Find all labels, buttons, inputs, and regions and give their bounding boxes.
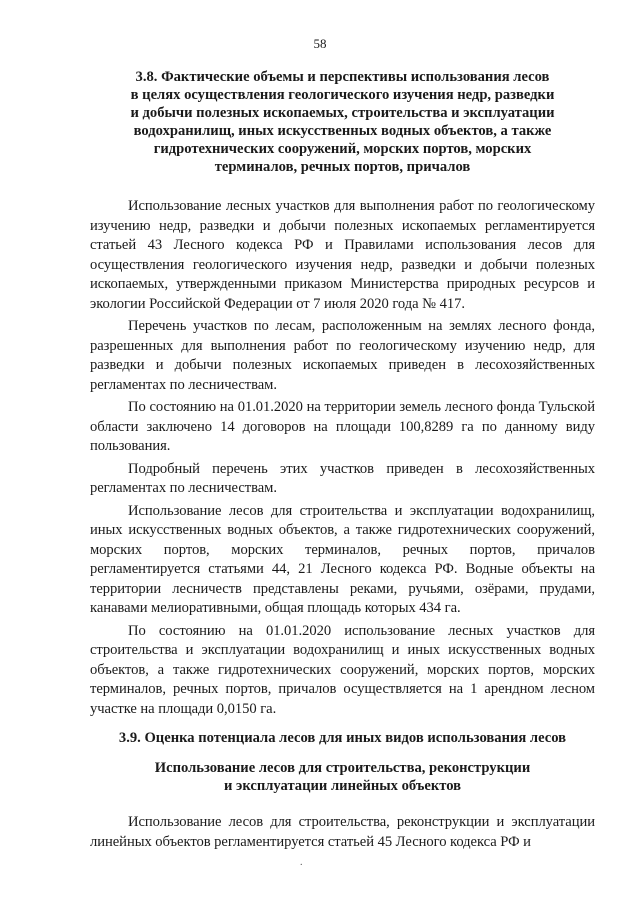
subheading-line: Использование лесов для строительства, реконструкции bbox=[154, 760, 531, 776]
paragraph-plots-list: Перечень участков по лесам, расположенным на землях лесного фонда, разрешенных для выполнения работ по геологическому изучению недр, для разведки и добычи полезных ископаемых приведен в лесохозяйственных регламентах по лесничествам. bbox=[90, 318, 595, 393]
paragraph-details: Подробный перечень этих участков приведен в лесохозяйственных регламентах по лесничествам. bbox=[90, 460, 595, 496]
paragraph-geology: Использование лесных участков для выполнения работ по геологическому изучению недр, разведки и добычи полезных ископаемых регламентируется статьей 43 Лесного кодекса РФ и Правилами использования лесов для осуществления геологического изучения недр, разведки и добычи полезных ископаемых, утвержденными приказом Министерства природных ресурсов и экологии Российской Федерации от 7 июля 2020 года № 417. bbox=[90, 198, 595, 312]
page-number: 58 bbox=[313, 36, 327, 51]
heading-line: терминалов, речных портов, причалов bbox=[214, 159, 471, 175]
footer-mark: . bbox=[300, 857, 303, 868]
paragraph-lease: По состоянию на 01.01.2020 использование лесных участков для строительства и эксплуатации водохранилищ и иных искусственных водных объектов, а также гидротехнических сооружений, морских портов, морских терминалов, речных портов, причалов осуществляется на 1 арендном лесном участке на площади 0,0150 га. bbox=[90, 622, 595, 717]
heading-line: водохранилищ, иных искусственных водных объектов, а также bbox=[133, 123, 552, 139]
heading-line: в целях осуществления геологического изучения недр, разведки bbox=[130, 87, 555, 103]
heading-line: гидротехнических сооружений, морских портов, морских bbox=[153, 141, 532, 157]
section-3-8-heading bbox=[90, 68, 595, 176]
page-content bbox=[90, 68, 595, 855]
section-3-9-heading: 3.9. Оценка потенциала лесов для иных видов использования лесов bbox=[118, 730, 567, 746]
paragraph-water-objects: Использование лесов для строительства и эксплуатации водохранилищ, иных искусственных водных объектов, а также гидротехнических сооружений, морских портов, морских терминалов, речных портов, причалов регламентируется статьями 44, 21 Лесного кодекса РФ. Водные объекты на территории лесничеств представлены реками, ручьями, озёрами, прудами, канавами мелиоративными, общая площадь которых 434 га. bbox=[90, 502, 595, 616]
subheading-line: и эксплуатации линейных объектов bbox=[223, 778, 462, 794]
paragraph-contracts: По состоянию на 01.01.2020 на территории земель лесного фонда Тульской области заключено 14 договоров на площади 100,8289 га по данному виду пользования. bbox=[90, 399, 595, 454]
linear-objects-subheading bbox=[90, 759, 595, 795]
paragraph-linear-objects: Использование лесов для строительства, реконструкции и эксплуатации линейных объектов регламентируется статьей 45 Лесного кодекса РФ и bbox=[90, 814, 595, 850]
heading-line: и добычи полезных ископаемых, строительства и эксплуатации bbox=[130, 105, 555, 121]
heading-line: 3.8. Фактические объемы и перспективы использования лесов bbox=[135, 69, 550, 85]
